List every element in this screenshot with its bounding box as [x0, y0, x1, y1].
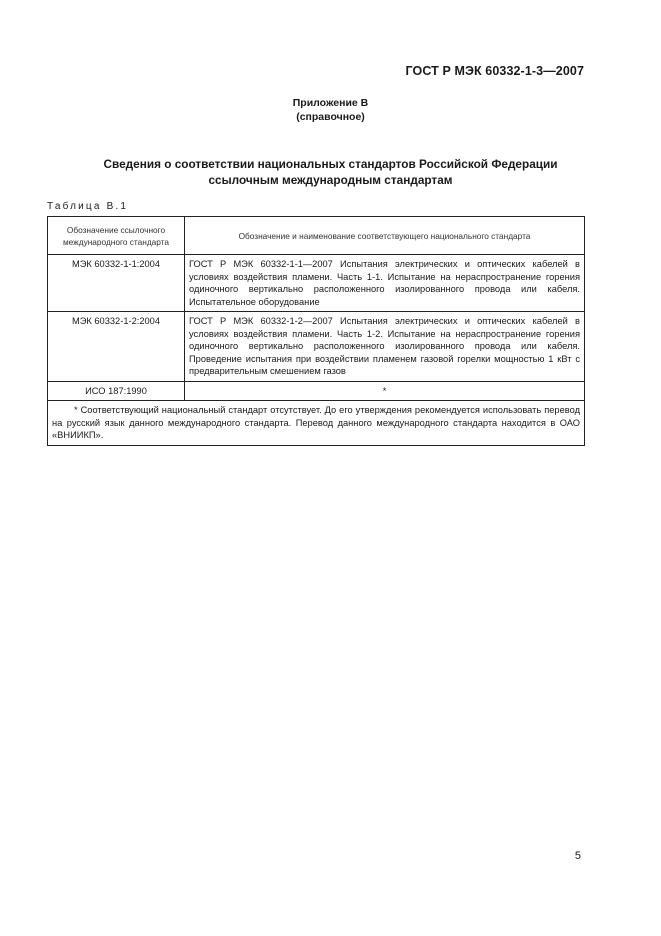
ref-standard-cell: МЭК 60332-1-1:2004: [48, 255, 185, 312]
title-line-1: Сведения о соответствии национальных стандартов Российской Федерации: [103, 157, 558, 171]
table-row: [48, 255, 585, 312]
page-number: 5: [574, 850, 581, 862]
document-code: ГОСТ Р МЭК 60332-1-3—2007: [405, 64, 584, 78]
title-line-2: ссылочным международным стандартам: [208, 173, 453, 187]
table-header-row: [48, 217, 585, 255]
document-title: [60, 156, 601, 188]
appendix-subtitle: (справочное): [296, 111, 365, 123]
national-standard-cell: ГОСТ Р МЭК 60332-1-2—2007 Испытания электрических и оптических кабелей в условиях воздействия пламени. Часть 1-2. Испытание на нераспространение горения одиночного вертикально расположенного изолированного провода или кабеля. Проведение испытания при воздействии пламенем газовой горелки мощностью 1 кВт с предварительным смешением газов: [185, 312, 585, 382]
ref-standard-cell: МЭК 60332-1-2:2004: [48, 312, 185, 382]
appendix-title: Приложение В: [292, 97, 369, 109]
header-ref-standard: Обозначение ссылочного международного стандарта: [48, 217, 185, 255]
appendix-heading: [0, 96, 661, 124]
table-footnote-row: [48, 401, 585, 446]
header-national-standard: Обозначение и наименование соответствующего национального стандарта: [185, 217, 585, 255]
table-row: [48, 312, 585, 382]
national-standard-cell: ГОСТ Р МЭК 60332-1-1—2007 Испытания электрических и оптических кабелей в условиях воздействия пламени. Часть 1-1. Испытание на нераспространение горения одиночного вертикально расположенного изолированного провода или кабеля. Испытательное оборудование: [185, 255, 585, 312]
table-footnote: * Соответствующий национальный стандарт отсутствует. До его утверждения рекомендуется использовать перевод на русский язык данного международного стандарта. Перевод данного международного стандарта находится в ОАО «ВНИИКП».: [48, 401, 585, 446]
ref-standard-cell: ИСО 187:1990: [48, 381, 185, 401]
correspondence-table: [47, 216, 585, 446]
national-standard-cell: *: [185, 381, 585, 401]
table-label: Таблица В.1: [47, 201, 129, 212]
table-row: [48, 381, 585, 401]
